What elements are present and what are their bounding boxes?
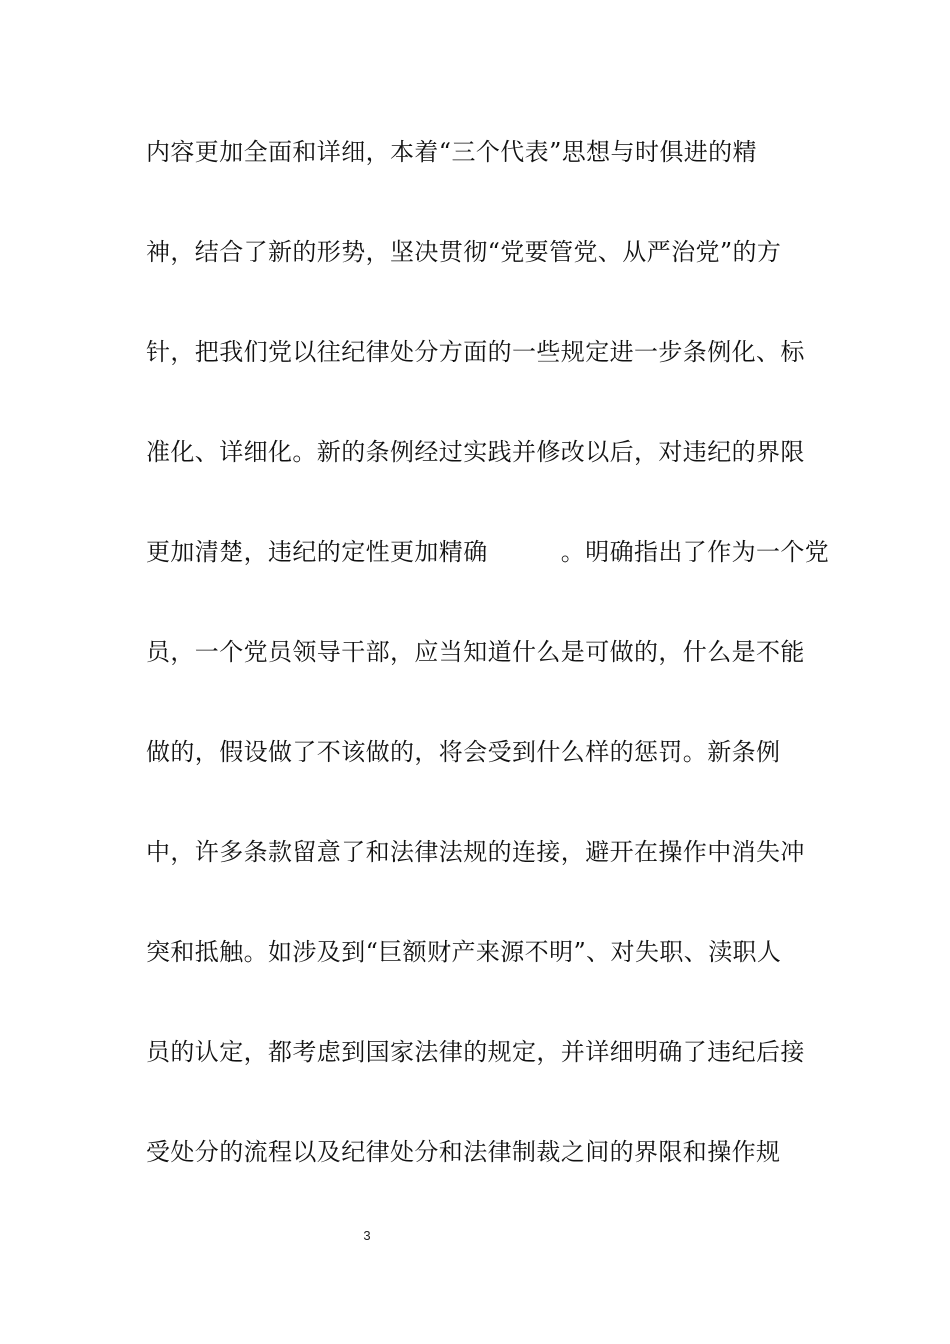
text-line: 员，一个党员领导干部，应当知道什么是可做的，什么是不能 — [146, 638, 805, 666]
page-number: 3 — [363, 1228, 371, 1243]
text-line: 受处分的流程以及纪律处分和法律制裁之间的界限和操作规 — [146, 1138, 781, 1166]
text-line: 做的，假设做了不该做的，将会受到什么样的惩罚。新条例 — [146, 738, 781, 766]
text-line: 突和抵触。如涉及到“巨额财产来源不明”、对失职、渎职人 — [146, 938, 782, 966]
text-line: 神，结合了新的形势，坚决贯彻“党要管党、从严治党”的方 — [146, 238, 782, 266]
text-line: 更加清楚，违纪的定性更加精确 。明确指出了作为一个党 — [146, 538, 830, 566]
text-line: 员的认定，都考虑到国家法律的规定，并详细明确了违纪后接 — [146, 1038, 805, 1066]
text-line: 准化、详细化。新的条例经过实践并修改以后，对违纪的界限 — [146, 438, 805, 466]
text-line: 针，把我们党以往纪律处分方面的一些规定进一步条例化、标 — [146, 338, 805, 366]
text-line: 中，许多条款留意了和法律法规的连接，避开在操作中消失冲 — [146, 838, 805, 866]
text-line: 内容更加全面和详细，本着“三个代表”思想与时俱进的精 — [146, 138, 757, 166]
